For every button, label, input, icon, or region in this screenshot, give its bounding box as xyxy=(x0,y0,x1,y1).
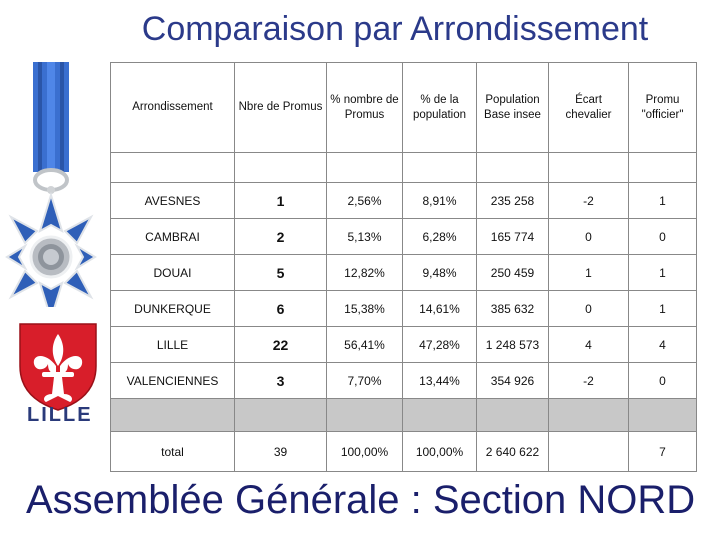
table-row xyxy=(111,219,697,255)
cell-arrondissement: LILLE xyxy=(111,327,235,363)
cell-officier: 0 xyxy=(629,219,697,255)
cell-pct-promus: 5,13% xyxy=(327,219,403,255)
cell-pct-pop: 6,28% xyxy=(403,219,477,255)
total-officier: 7 xyxy=(629,432,697,472)
cell-pct-pop: 14,61% xyxy=(403,291,477,327)
cell-pct-promus: 15,38% xyxy=(327,291,403,327)
table-row xyxy=(111,183,697,219)
cell-ecart: 0 xyxy=(549,291,629,327)
total-pct-pop: 100,00% xyxy=(403,432,477,472)
cell-pct-pop: 13,44% xyxy=(403,363,477,399)
cell-officier: 1 xyxy=(629,183,697,219)
cell-ecart: 1 xyxy=(549,255,629,291)
cell-arrondissement: DOUAI xyxy=(111,255,235,291)
cell-nbre: 6 xyxy=(235,291,327,327)
header-population: Population Base insee xyxy=(477,63,549,153)
comparison-table xyxy=(110,62,697,472)
ordre-national-du-merite-medal-icon xyxy=(5,62,97,307)
cell-population: 165 774 xyxy=(477,219,549,255)
cell-arrondissement: AVESNES xyxy=(111,183,235,219)
cell-ecart: 0 xyxy=(549,219,629,255)
fleur-de-lis-shield-icon xyxy=(18,322,98,412)
cell-pct-promus: 12,82% xyxy=(327,255,403,291)
total-ecart xyxy=(549,432,629,472)
header-ecart-chevalier: Écart chevalier xyxy=(549,63,629,153)
footer-title: Assemblée Générale : Section NORD xyxy=(26,478,696,522)
total-pct-promus: 100,00% xyxy=(327,432,403,472)
total-nbre: 39 xyxy=(235,432,327,472)
table-separator-row xyxy=(111,399,697,432)
cell-pct-pop: 8,91% xyxy=(403,183,477,219)
table-blank-row xyxy=(111,153,697,183)
cell-officier: 0 xyxy=(629,363,697,399)
cell-nbre: 5 xyxy=(235,255,327,291)
table-row xyxy=(111,255,697,291)
cell-population: 354 926 xyxy=(477,363,549,399)
header-arrondissement: Arrondissement xyxy=(111,63,235,153)
total-label: total xyxy=(111,432,235,472)
table-total-row xyxy=(111,432,697,472)
header-promu-officier: Promu "officier" xyxy=(629,63,697,153)
cell-population: 385 632 xyxy=(477,291,549,327)
cell-ecart: -2 xyxy=(549,183,629,219)
page-title: Comparaison par Arrondissement xyxy=(141,10,649,48)
table-row xyxy=(111,327,697,363)
cell-officier: 4 xyxy=(629,327,697,363)
cell-pct-promus: 7,70% xyxy=(327,363,403,399)
cell-officier: 1 xyxy=(629,291,697,327)
cell-pct-pop: 9,48% xyxy=(403,255,477,291)
cell-nbre: 22 xyxy=(235,327,327,363)
cell-arrondissement: CAMBRAI xyxy=(111,219,235,255)
cell-arrondissement: DUNKERQUE xyxy=(111,291,235,327)
lille-logo-label: LILLE xyxy=(27,404,93,426)
cell-nbre: 1 xyxy=(235,183,327,219)
cell-arrondissement: VALENCIENNES xyxy=(111,363,235,399)
cell-pct-promus: 56,41% xyxy=(327,327,403,363)
cell-ecart: -2 xyxy=(549,363,629,399)
cell-ecart: 4 xyxy=(549,327,629,363)
cell-officier: 1 xyxy=(629,255,697,291)
table-row xyxy=(111,363,697,399)
header-pct-population: % de la population xyxy=(403,63,477,153)
header-nbre-promus: Nbre de Promus xyxy=(235,63,327,153)
cell-population: 1 248 573 xyxy=(477,327,549,363)
total-population: 2 640 622 xyxy=(477,432,549,472)
table-row xyxy=(111,291,697,327)
cell-pct-pop: 47,28% xyxy=(403,327,477,363)
cell-nbre: 2 xyxy=(235,219,327,255)
cell-pct-promus: 2,56% xyxy=(327,183,403,219)
header-pct-promus: % nombre de Promus xyxy=(327,63,403,153)
cell-nbre: 3 xyxy=(235,363,327,399)
cell-population: 235 258 xyxy=(477,183,549,219)
table-header-row xyxy=(111,63,697,153)
cell-population: 250 459 xyxy=(477,255,549,291)
